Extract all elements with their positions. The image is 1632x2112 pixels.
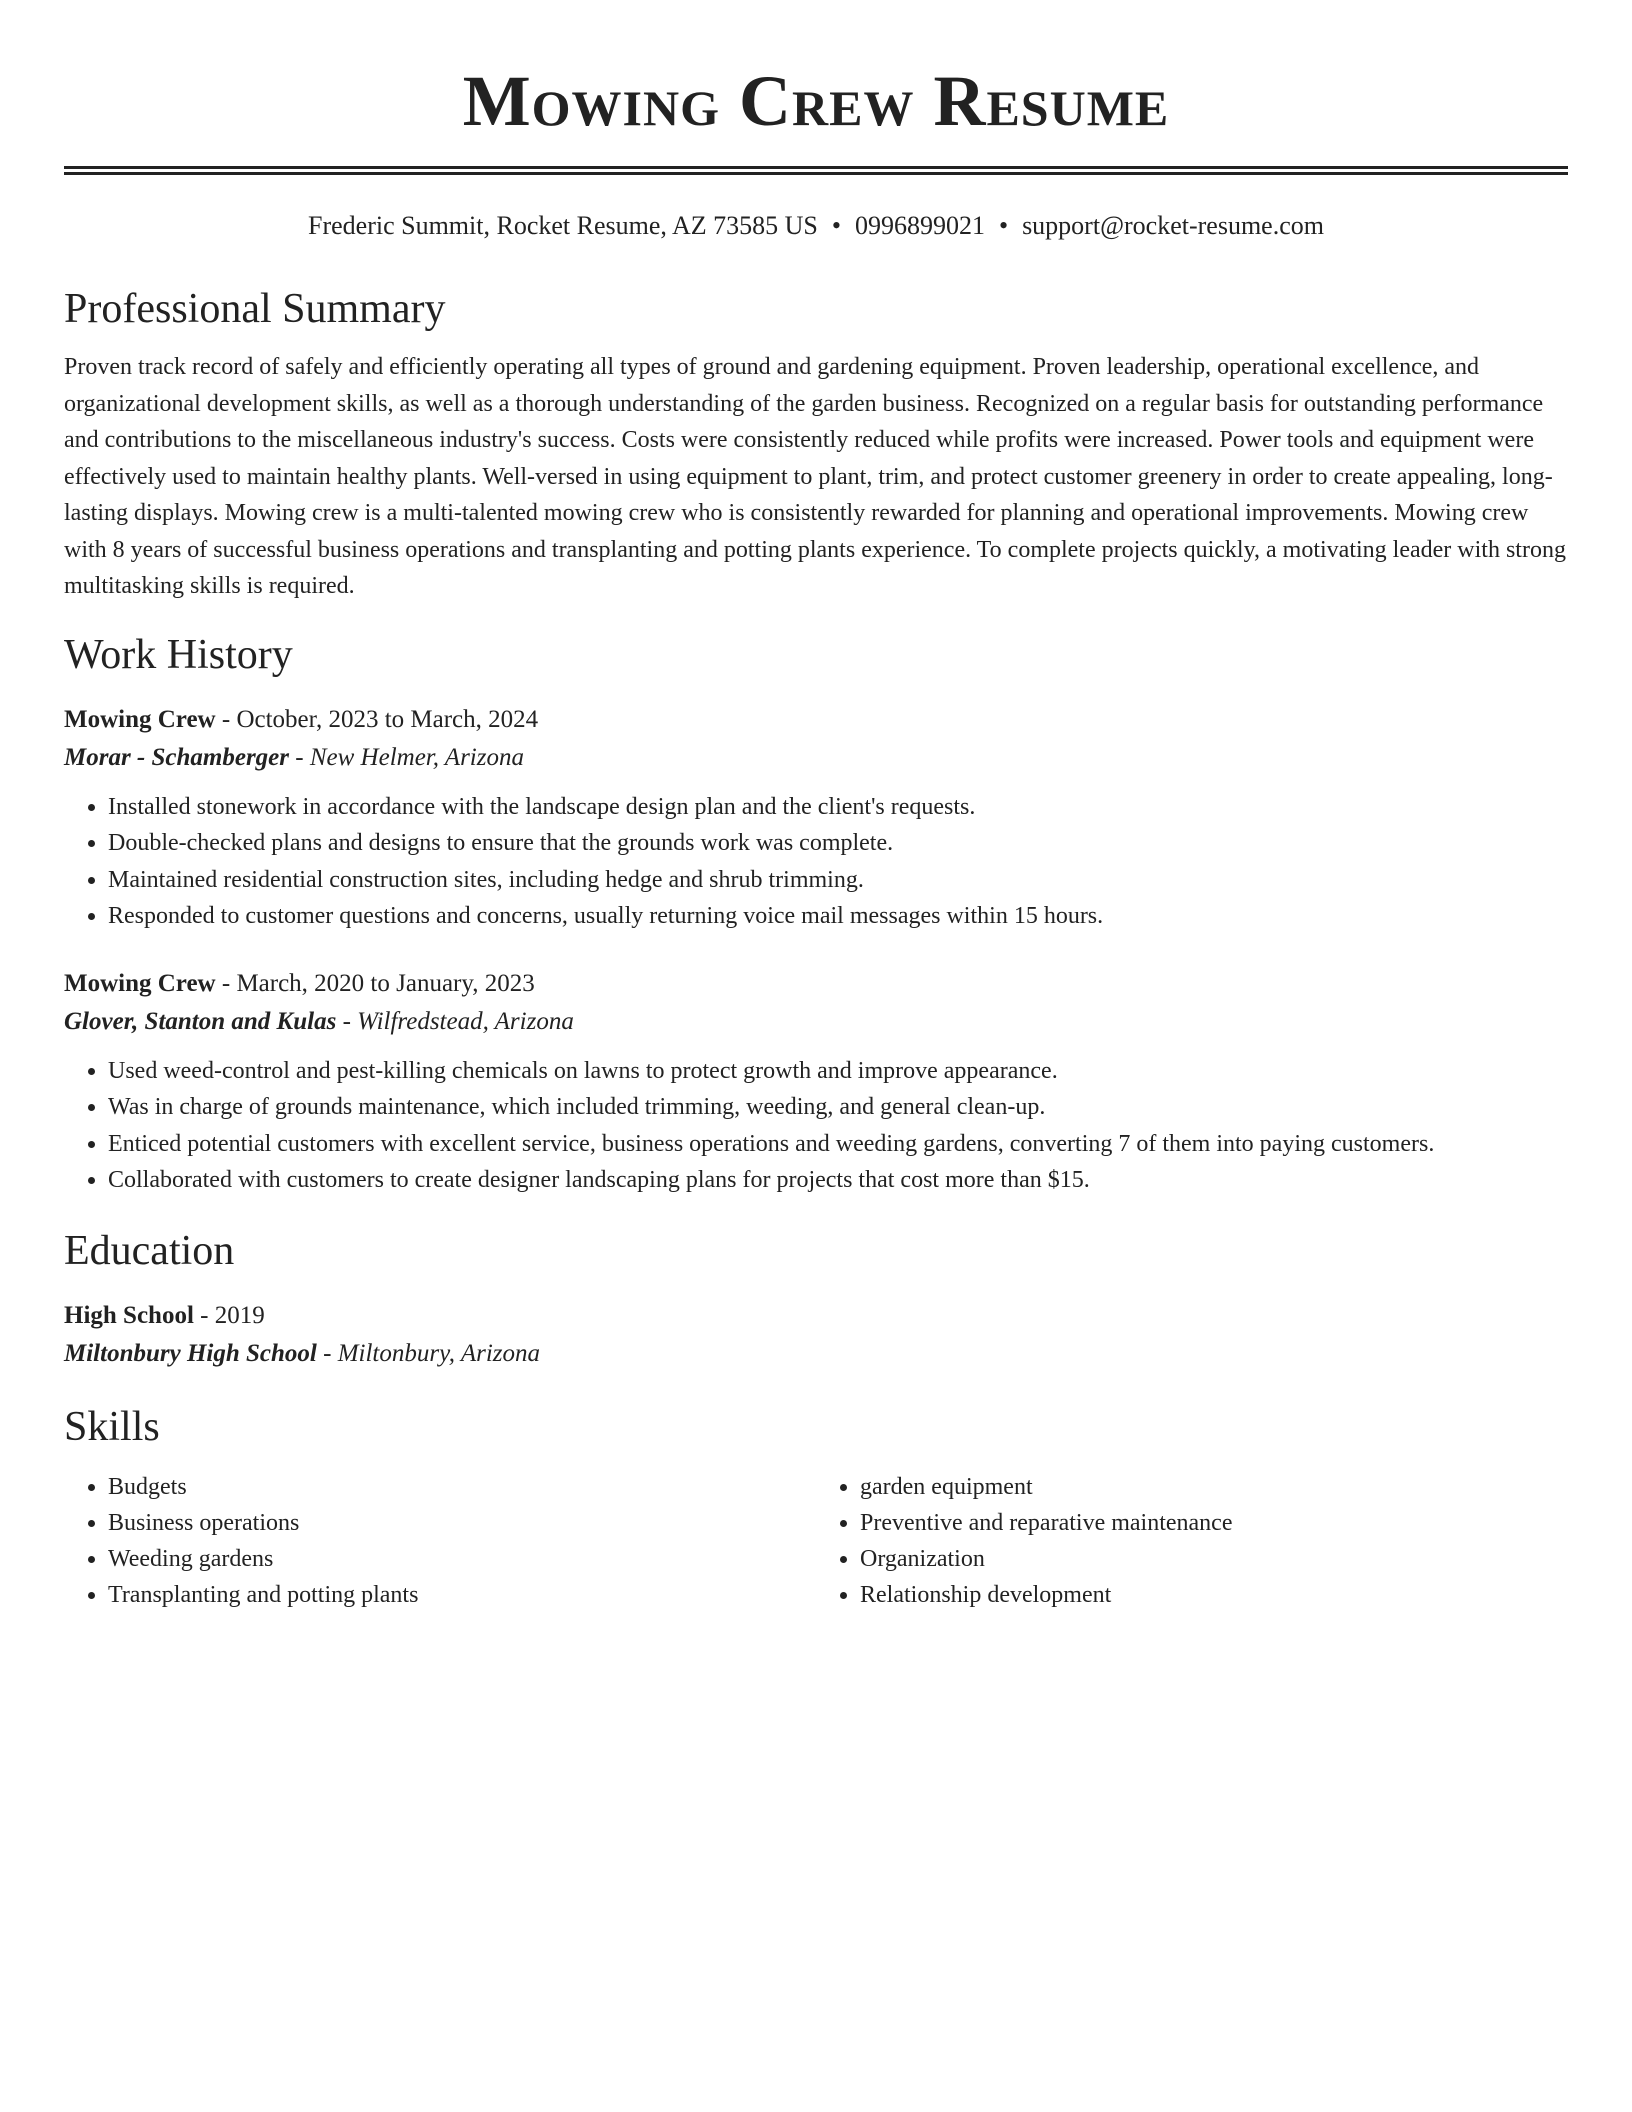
job-dates: October, 2023 to March, 2024 (236, 705, 539, 733)
job-entry (64, 701, 1568, 935)
contact-line (64, 209, 1568, 243)
job-company-line (64, 1003, 1568, 1041)
job-company: Glover, Stanton and Kulas (64, 1007, 337, 1035)
skills-left-column (64, 1469, 816, 1613)
education-school-line (64, 1335, 1568, 1373)
job-title: Mowing Crew (64, 705, 216, 733)
skill-item: • Budgets (108, 1469, 816, 1505)
education-degree: High School (64, 1301, 194, 1329)
skills-right-column (816, 1469, 1568, 1613)
contact-phone: 0996899021 (854, 211, 985, 240)
job-bullet: • Collaborated with customers to create designer landscaping plans for projects that cost more than $15. (108, 1162, 1568, 1199)
skill-item: • Preventive and reparative maintenance (860, 1505, 1568, 1541)
skill-item: • Business operations (108, 1505, 816, 1541)
job-dash: - (289, 743, 310, 771)
skill-item: • Weeding gardens (108, 1541, 816, 1577)
job-dates: March, 2020 to January, 2023 (236, 969, 535, 997)
job-bullet: • Double-checked plans and designs to ensure that the grounds work was complete. (108, 825, 1568, 862)
summary-text: Proven track record of safely and efficiently operating all types of ground and gardening equipment. Proven leadership, operational excellence, and organizational development skills, as well as a thorough understanding of the garden business. Recognized on a regular basis for outstanding performance and contributions to the miscellaneous industry's success. Costs were consistently reduced while profits were increased. Power tools and equipment were effectively used to maintain healthy plants. Well-versed in using equipment to plant, trim, and protect customer greenery in order to create appealing, long-lasting displays. Mowing crew is a multi-talented mowing crew who is consistently rewarded for planning and operational improvements. Mowing crew with 8 years of successful business operations and transplanting and potting plants experience. To complete projects quickly, a motivating leader with strong multitasking skills is required. (64, 354, 1566, 599)
skill-item: • Transplanting and potting plants (108, 1577, 816, 1613)
job-entry (64, 965, 1568, 1199)
job-title: Mowing Crew (64, 969, 216, 997)
education-dash: - (316, 1339, 338, 1367)
contact-email: support@rocket-resume.com (1022, 211, 1324, 240)
job-bullets (64, 789, 1568, 935)
resume-title: Mowing Crew Resume (462, 61, 1170, 141)
job-bullet: • Maintained residential construction sites, including hedge and shrub trimming. (108, 862, 1568, 899)
job-dash: - (336, 1007, 358, 1035)
skills-columns (64, 1469, 1568, 1613)
education-degree-line (64, 1297, 1568, 1335)
job-dash: - (215, 969, 237, 997)
job-dash: - (215, 705, 237, 733)
summary-heading: Professional Summary (64, 286, 446, 332)
work-history-heading: Work History (64, 631, 293, 678)
job-company: Morar - Schamberger (64, 743, 290, 771)
education-heading: Education (64, 1227, 235, 1274)
job-bullet: • Was in charge of grounds maintenance, which included trimming, weeding, and general clean-up. (108, 1089, 1568, 1126)
skill-item: • Organization (860, 1541, 1568, 1577)
job-bullet: • Installed stonework in accordance with the landscape design plan and the client's requests. (108, 789, 1568, 826)
job-bullets (64, 1053, 1568, 1199)
job-bullet: • Used weed-control and pest-killing chemicals on lawns to protect growth and improve appearance. (108, 1053, 1568, 1090)
job-bullet: • Enticed potential customers with excellent service, business operations and weeding gardens, converting 7 of them into paying customers. (108, 1126, 1568, 1163)
job-company-line (64, 739, 1568, 777)
job-location: Wilfredstead, Arizona (357, 1007, 574, 1035)
education-dash: - (193, 1301, 215, 1329)
education-year: 2019 (214, 1301, 265, 1329)
education-school: Miltonbury High School (64, 1339, 317, 1367)
contact-separator: • (831, 211, 841, 240)
job-location: New Helmer, Arizona (309, 743, 524, 771)
skill-item: • garden equipment (860, 1469, 1568, 1505)
job-title-line (64, 965, 1568, 1003)
contact-address: Frederic Summit, Rocket Resume, AZ 73585 US (308, 211, 818, 240)
contact-separator: • (998, 211, 1009, 240)
job-bullet: • Responded to customer questions and concerns, usually returning voice mail messages within 15 hours. (108, 898, 1568, 935)
job-title-line (64, 701, 1568, 739)
education-location: Miltonbury, Arizona (337, 1339, 541, 1367)
education-entry (64, 1297, 1568, 1373)
title-divider (64, 166, 1568, 175)
skills-heading: Skills (64, 1403, 160, 1450)
skill-item: • Relationship development (860, 1577, 1568, 1613)
